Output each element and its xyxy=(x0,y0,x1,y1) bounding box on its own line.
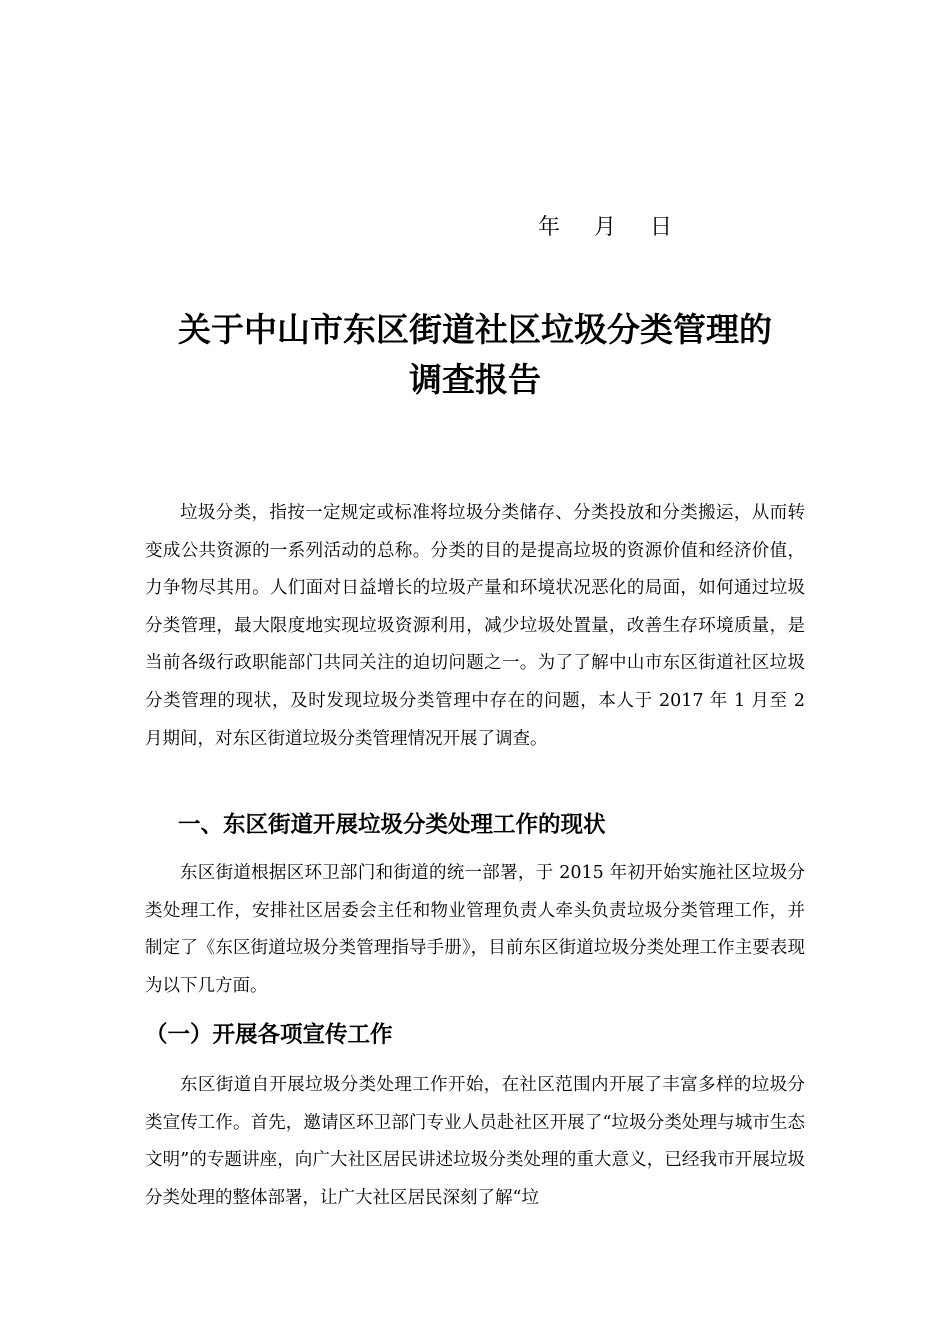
section-1-paragraph: 东区街道根据区环卫部门和街道的统一部署，于 2015 年初开始实施社区垃圾分类处理工作，安排社区居委会主任和物业管理负责人牵头负责垃圾分类管理工作，并制定了《东区街道垃圾分类管理指导手册》，目前东区街道垃圾分类处理工作主要表现为以下几方面。 xyxy=(145,863,805,996)
document-title xyxy=(100,305,850,405)
date-line xyxy=(538,212,672,244)
intro-paragraph: 垃圾分类，指按一定规定或标准将垃圾分类储存、分类投放和分类搬运，从而转变成公共资源的一系列活动的总称。分类的目的是提高垃圾的资源价值和经济价值，力争物尽其用。人们面对日益增长的垃圾产量和环境状况恶化的局面，如何通过垃圾分类管理，最大限度地实现垃圾资源利用，减少垃圾处置量，改善生存环境质量，是当前各级行政职能部门共同关注的迫切问题之一。为了了解中山市东区街道社区垃圾分类管理的现状，及时发现垃圾分类管理中存在的问题，本人于 2017 年 1 月至 2 月期间，对东区街道垃圾分类管理情况开展了调查。 xyxy=(145,503,805,749)
title-line-2: 调查报告 xyxy=(409,360,541,399)
date-month-label: 月 xyxy=(594,215,617,240)
title-line-1: 关于中山市东区街道社区垃圾分类管理的 xyxy=(178,310,772,349)
subsection-1-paragraph: 东区街道自开展垃圾分类处理工作开始，在社区范围内开展了丰富多样的垃圾分类宣传工作。首先，邀请区环卫部门专业人员赴社区开展了“垃圾分类处理与城市生态文明”的专题讲座，向广大社区居民讲述垃圾分类处理的重大意义，已经我市开展垃圾分类处理的整体部署，让广大社区居民深刻了解“垃 xyxy=(145,1075,805,1208)
date-year-label: 年 xyxy=(538,215,561,240)
date-day-label: 日 xyxy=(650,215,673,240)
section-1-heading: 一、东区街道开展垃圾分类处理工作的现状 xyxy=(178,812,606,838)
subsection-1-heading: （一）开展各项宣传工作 xyxy=(145,1022,393,1048)
